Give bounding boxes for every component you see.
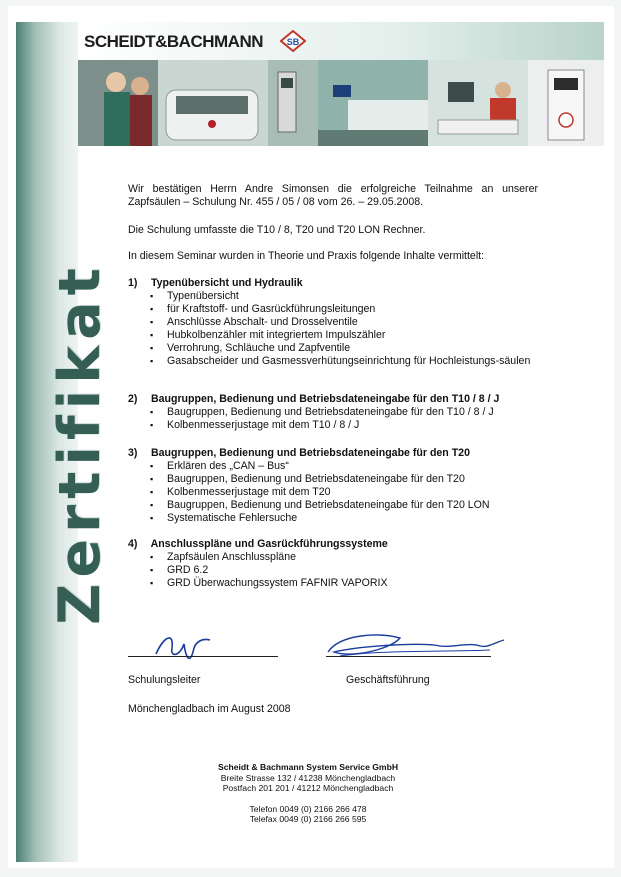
section-4-list: [150, 551, 547, 590]
signature-left: [150, 628, 220, 670]
signature-line-left: [128, 656, 278, 657]
list-item: ▪ GRD 6.2: [150, 564, 547, 577]
signature-label-right: Geschäftsführung: [346, 674, 430, 686]
section-2-number: 2): [128, 393, 138, 405]
section-3-heading: [128, 447, 470, 459]
list-item: ▪ Baugruppen, Bedienung und Betriebsdateneingabe für den T20: [150, 473, 547, 486]
section-4-number: 4): [128, 538, 138, 550]
signature-right: [320, 628, 510, 664]
section-3-list: [150, 460, 547, 525]
list-item: ▪ Kolbenmesserjustage mit dem T20: [150, 486, 547, 499]
section-1-heading: [128, 277, 303, 289]
footer-address: [128, 762, 488, 825]
section-3-number: 3): [128, 447, 138, 459]
list-item: ▪ Hubkolbenzähler mit integriertem Impulszähler: [150, 329, 547, 342]
signature-line-right: [326, 656, 491, 657]
section-4-title: Anschlusspläne und Gasrückführungssysteme: [150, 538, 388, 550]
list-item: ▪ Anschlüsse Abschalt- und Drosselventile: [150, 316, 547, 329]
list-item: ▪ Baugruppen, Bedienung und Betriebsdateneingabe für den T20 LON: [150, 499, 547, 512]
list-item: ▪ Gasabscheider und Gasmessverhütungseinrichtung für Hochleistungs-säulen: [150, 355, 542, 368]
svg-text:SB: SB: [286, 37, 300, 47]
header-banner: [78, 22, 604, 146]
header-photo-collage: [78, 60, 604, 146]
footer-address-1: Breite Strasse 132 / 41238 Mönchengladbach: [220, 772, 396, 783]
footer-fax: Telefax 0049 (0) 2166 266 595: [249, 814, 367, 824]
section-2-heading: [128, 393, 499, 405]
list-item: ▪ GRD Überwachungssystem FAFNIR VAPORIX: [150, 577, 547, 590]
section-4-heading: [128, 538, 388, 550]
section-3-title: Baugruppen, Bedienung und Betriebsdateneingabe für den T20: [150, 447, 470, 459]
list-item: ▪ Zapfsäulen Anschlusspläne: [150, 551, 547, 564]
list-item: ▪ Systematische Fehlersuche: [150, 512, 547, 525]
section-2-list: [150, 406, 547, 432]
list-item: ▪ Kolbenmesserjustage mit dem T10 / 8 / J: [150, 419, 547, 432]
section-1-title: Typenübersicht und Hydraulik: [150, 277, 303, 289]
footer-spacer: [128, 794, 488, 804]
brand-name: SCHEIDT&BACHMANN: [84, 32, 263, 51]
intro-paragraph-3: In diesem Seminar wurden in Theorie und Praxis folgende Inhalte vermittelt:: [128, 250, 485, 262]
list-item: ▪ Verrohrung, Schläuche und Zapfventile: [150, 342, 547, 355]
section-2-title: Baugruppen, Bedienung und Betriebsdateneingabe für den T10 / 8 / J: [150, 393, 500, 405]
footer-address-2: Postfach 201 201 / 41212 Mönchengladbach: [222, 783, 394, 793]
list-item: ▪ Baugruppen, Bedienung und Betriebsdateneingabe für den T10 / 8 / J: [150, 406, 547, 419]
signature-label-left: Schulungsleiter: [128, 674, 201, 686]
list-item: ▪ Typenübersicht: [150, 290, 547, 303]
side-title: Zertifikat: [47, 262, 113, 625]
section-1-number: 1): [128, 277, 138, 289]
sb-logo-icon: [280, 30, 306, 52]
footer-company: Scheidt & Bachmann System Service GmbH: [217, 762, 399, 772]
footer-phone: Telefon 0049 (0) 2166 266 478: [249, 803, 367, 814]
list-item: ▪ für Kraftstoff- und Gasrückführungsleitungen: [150, 303, 547, 316]
place-date: Mönchengladbach im August 2008: [128, 703, 291, 715]
section-1-list: [150, 290, 547, 368]
list-item: ▪ Erklären des „CAN – Bus“: [150, 460, 547, 473]
intro-paragraph-2: Die Schulung umfasste die T10 / 8, T20 und T20 LON Rechner.: [128, 224, 426, 236]
intro-paragraph-1: Wir bestätigen Herrn Andre Simonsen die erfolgreiche Teilnahme an unserer Zapfsäulen – Schulung Nr. 455 / 05 / 08 vom 26. – 29.05.2008.: [128, 183, 538, 208]
